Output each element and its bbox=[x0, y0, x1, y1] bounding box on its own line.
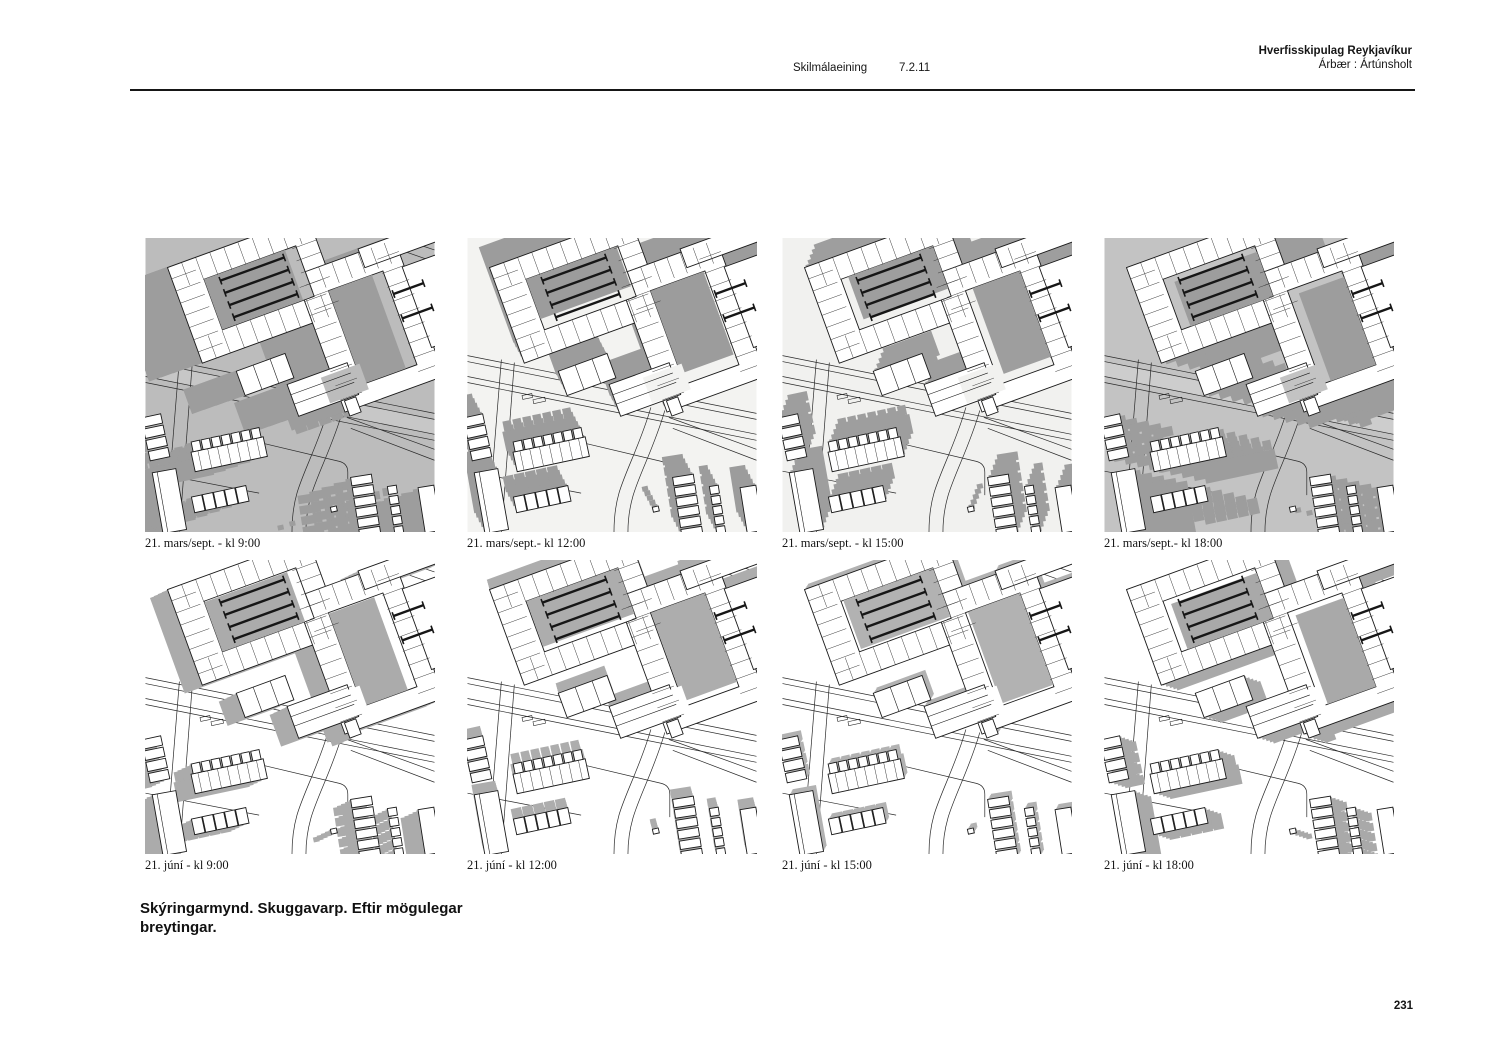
shadow-panel-mars-0900 bbox=[145, 238, 435, 551]
shadow-panel-mars-1800 bbox=[1104, 238, 1394, 551]
shadow-map bbox=[467, 560, 757, 854]
shadow-panel-juni-1800 bbox=[1104, 560, 1394, 873]
shadow-map bbox=[1104, 560, 1394, 854]
shadow-panel-juni-1500 bbox=[782, 560, 1072, 873]
map-caption: 21. júní - kl 12:00 bbox=[467, 858, 557, 872]
map-caption: 21. mars/sept.- kl 18:00 bbox=[1104, 536, 1223, 550]
map-caption: 21. júní - kl 15:00 bbox=[782, 858, 872, 872]
shadow-panel-mars-1500 bbox=[782, 238, 1072, 551]
shadow-map bbox=[145, 560, 435, 854]
shadow-map bbox=[145, 238, 435, 532]
map-caption: 21. júní - kl 18:00 bbox=[1104, 858, 1194, 872]
shadow-map bbox=[467, 238, 757, 532]
header-title: Hverfisskipulag Reykjavíkur bbox=[1258, 45, 1412, 57]
header-section-code: 7.2.11 bbox=[899, 62, 931, 74]
shadow-panel-mars-1200 bbox=[467, 238, 757, 551]
map-caption: 21. mars/sept. - kl 9:00 bbox=[145, 536, 261, 550]
shadow-panel-juni-0900 bbox=[145, 560, 435, 873]
map-caption: 21. mars/sept.- kl 12:00 bbox=[467, 536, 586, 550]
header-subtitle: Árbær : Ártúnsholt bbox=[1318, 59, 1412, 71]
page-number: 231 bbox=[1393, 1000, 1413, 1012]
header-section-label: Skilmálaeining bbox=[793, 62, 868, 74]
shadow-map bbox=[782, 560, 1072, 854]
figure-caption: Skýringarmynd. Skuggavarp. Eftir mögulegar breytingar. bbox=[140, 900, 463, 936]
header-rule bbox=[130, 89, 1415, 91]
shadow-panel-juni-1200 bbox=[467, 560, 757, 873]
shadow-map bbox=[1104, 238, 1394, 532]
map-caption: 21. mars/sept. - kl 15:00 bbox=[782, 536, 904, 550]
header-right-block bbox=[1259, 44, 1412, 72]
map-caption: 21. júní - kl 9:00 bbox=[145, 858, 229, 872]
shadow-map bbox=[782, 238, 1072, 532]
